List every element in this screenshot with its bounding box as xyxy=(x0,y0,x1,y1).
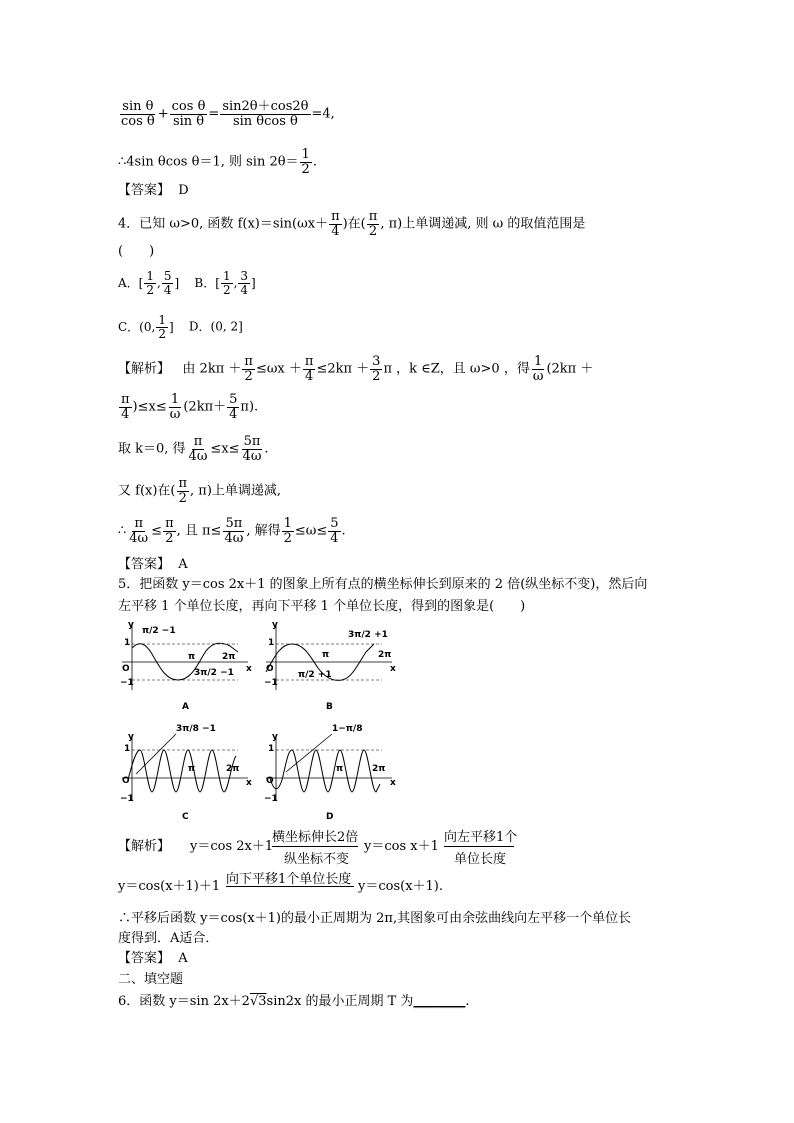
graph-d: y 1 O −1 x 1−π/8 π 2π D xyxy=(262,720,402,825)
q4-options-ab xyxy=(118,270,256,296)
arrow1-top-label: 横坐标伸长2倍 xyxy=(272,830,359,845)
q4-solution-line4: 又 f(x)在( $\frac{\pi}{2}$ , π)上单调递减, xyxy=(118,476,282,506)
q5-sol-line3: ∴平移后函数 y＝cos(x＋1)的最小正周期为 2π,其图象可由余弦曲线向左平移一个单位长 xyxy=(118,911,632,926)
q3-conclusion-line: ∴4sin θcos θ＝1, 则 sin 2θ＝ $\frac{1}{2}$ . xyxy=(118,147,317,177)
q3-equation-line: $\frac{\text{sin θ}}{\text{cos θ}}$ + $\frac{\text{cos θ}}{\text{sin θ}}$ = $\frac{\sin 2\theta+\cos 2\theta}{\text{sin θcos θ}}$ =4, xyxy=(121,99,335,129)
graph-a-plot xyxy=(118,620,258,715)
arrow1 xyxy=(272,846,358,847)
option-b: B．[ $\frac{1}{2}$ , $\frac{3}{4}$ ] xyxy=(194,269,256,297)
arrow2-bottom-label: 单位长度 xyxy=(454,852,507,867)
answer-blank[interactable]: ________ xyxy=(413,994,466,1009)
graph-b: y 1 O −1 x 3π/2 +1 π 2π π/2 +1 B xyxy=(262,620,402,715)
q4-answer: 【答案】 A xyxy=(118,557,188,572)
option-a: A．[ $\frac{1}{2}$ , $\frac{5}{4}$ ] xyxy=(118,269,180,297)
q3-answer: 【答案】 D xyxy=(118,183,189,198)
q4-solution-line1: 【解析】 由 2kπ ＋ $\frac{\pi}{2}$ ≤ωx ＋ $\frac{\pi}{4}$ ≤2kπ ＋ $\frac{3}{2}$ π ，k ∈Z，且 ω>0 ，得 $\frac{1}{\omega}$ (2kπ ＋ xyxy=(118,354,594,384)
q5-answer: 【答案】 A xyxy=(118,951,188,966)
arrow3-top-label: 向下平移1个单位长度 xyxy=(226,872,352,887)
graph-c: y 1 O −1 x 3π/8 −1 π 2π C xyxy=(118,720,258,825)
q5-sol-expr1: y＝cos 2x＋1 xyxy=(190,839,274,854)
option-d: D．(0, 2] xyxy=(188,319,243,334)
fraction: $\frac{\text{sin θ}}{\text{cos θ}}$ xyxy=(121,99,155,129)
q5-stem-line1: 5．把函数 y＝cos 2x＋1 的图象上所有点的横坐标伸长到原来的 2 倍(纵坐标不变)，然后向 xyxy=(118,577,648,592)
fraction: $\frac{\sin 2\theta+\cos 2\theta}{\text{sin θcos θ}}$ xyxy=(222,99,309,129)
q4-answer-paren: ( ) xyxy=(118,244,155,259)
q6-stem: 6．函数 y＝sin 2x＋2√3sin2x 的最小正周期 T 为________. xyxy=(118,994,470,1009)
graph-a: y 1 O −1 x π/2 −1 π 2π 3π/2 −1 A xyxy=(118,620,258,715)
q5-sol-line4: 度得到．A适合． xyxy=(118,931,219,946)
q4-solution-line3: 取 k＝0, 得 $\frac{\pi}{4\omega}$ ≤x≤ $\frac{5\pi}{4\omega}$ . xyxy=(118,434,269,464)
q5-sol-label: 【解析】 xyxy=(118,839,171,854)
q4-stem: 4．已知 ω>0, 函数 f(x)＝sin(ωx＋ $\frac{\pi}{4}$ )在( $\frac{\pi}{2}$ , π)上单调递减, 则 ω 的取值范围是 xyxy=(118,209,586,239)
q4-solution-line2: $\frac{\pi}{4}$ )≤x≤ $\frac{1}{\omega}$ (2kπ＋ $\frac{5}{4}$ π). xyxy=(121,392,259,422)
arrow1-bottom-label: 纵坐标不变 xyxy=(284,852,350,867)
q4-options-cd xyxy=(118,314,243,340)
arrow2 xyxy=(444,846,514,847)
arrow2-top-label: 向左平移1个 xyxy=(444,830,518,845)
q5-sol-expr2: y＝cos x＋1 xyxy=(364,839,439,854)
fraction: $\frac{\text{cos θ}}{\text{sin θ}}$ xyxy=(171,99,206,129)
option-c: C．(0, $\frac{1}{2}$ ] xyxy=(118,313,174,341)
sqrt-three: √3 xyxy=(249,994,267,1009)
q5-sol-expr3: y＝cos(x＋1)＋1 xyxy=(118,879,221,894)
arrow3 xyxy=(226,886,354,887)
q5-sol-expr4: y＝cos(x＋1). xyxy=(358,879,444,894)
q5-stem-line2: 左平移 1 个单位长度，再向下平移 1 个单位长度，得到的图象是( ) xyxy=(118,599,526,614)
section-heading: 二、填空题 xyxy=(118,972,184,987)
q4-solution-line5: ∴ $\frac{\pi}{4\omega}$ ≤ $\frac{\pi}{2}$ , 且 π≤ $\frac{5\pi}{4\omega}$ , 解得 $\frac{1}{2}$ ≤ω≤ $\frac{5}{4}$ . xyxy=(118,516,346,546)
